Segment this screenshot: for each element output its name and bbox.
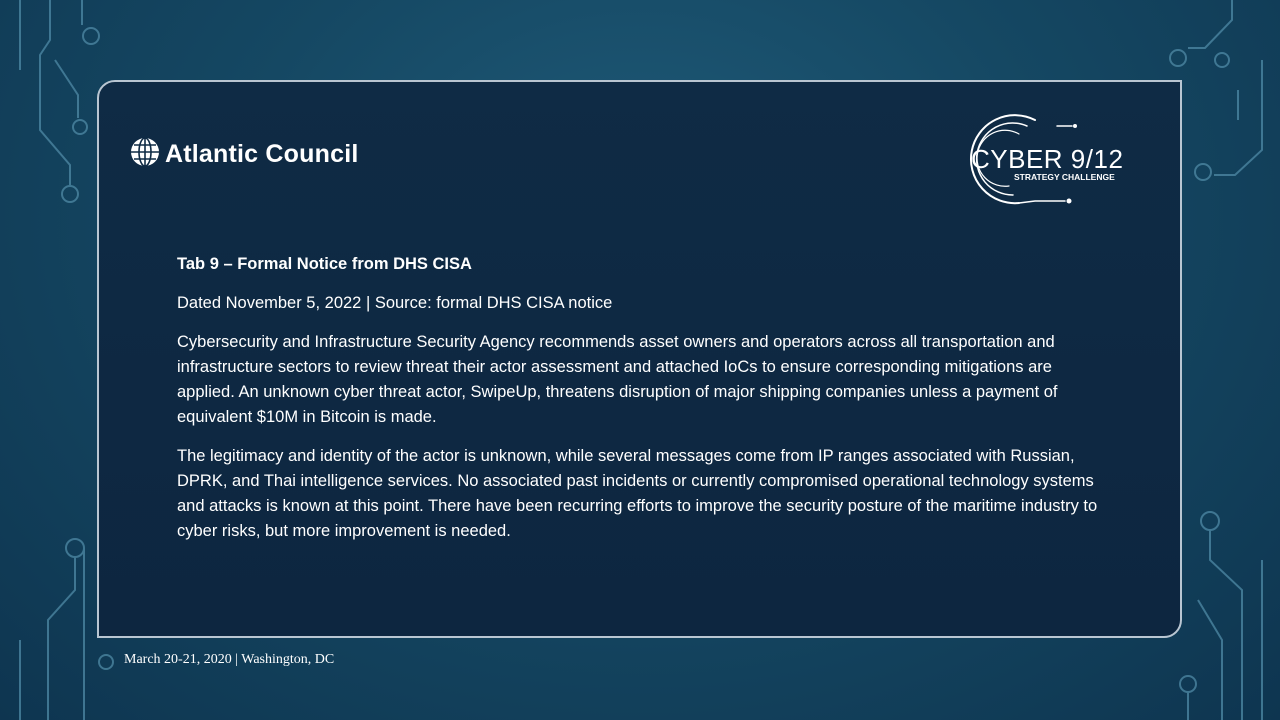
notice-paragraph: The legitimacy and identity of the actor is unknown, while several messages come from IP ranges associated with Russian, DPRK, and Thai intelligence services. No associated past incidents or currently compromised operational technology systems and attacks is known at this point. There have been recurring efforts to improve the security posture of the maritime industry to cyber risks, but more improvement is needed. <box>177 447 1098 540</box>
globe-icon <box>129 136 161 168</box>
notice-dateline: Dated November 5, 2022 | Source: formal DHS CISA notice <box>177 294 613 312</box>
event-logo-subtitle: STRATEGY CHALLENGE <box>1014 172 1115 182</box>
content-panel <box>97 80 1182 638</box>
atlantic-council-logo <box>129 134 358 169</box>
cyber-ring-icon <box>947 106 1124 216</box>
org-name: Atlantic Council <box>165 140 359 168</box>
notice-heading: Tab 9 – Formal Notice from DHS CISA <box>177 255 472 273</box>
footer-text: March 20-21, 2020 | Washington, DC <box>124 652 335 667</box>
event-logo-title: CYBER 9/12 <box>971 144 1124 174</box>
notice-body <box>177 252 1107 558</box>
notice-paragraph: Cybersecurity and Infrastructure Security Agency recommends asset owners and operators across all transportation and infrastructure sectors to review threat their actor assessment and attached IoCs to ensure corresponding mitigations are applied. An unknown cyber threat actor, SwipeUp, threatens disruption of major shipping companies unless a payment of equivalent $10M in Bitcoin is made. <box>177 333 1058 426</box>
